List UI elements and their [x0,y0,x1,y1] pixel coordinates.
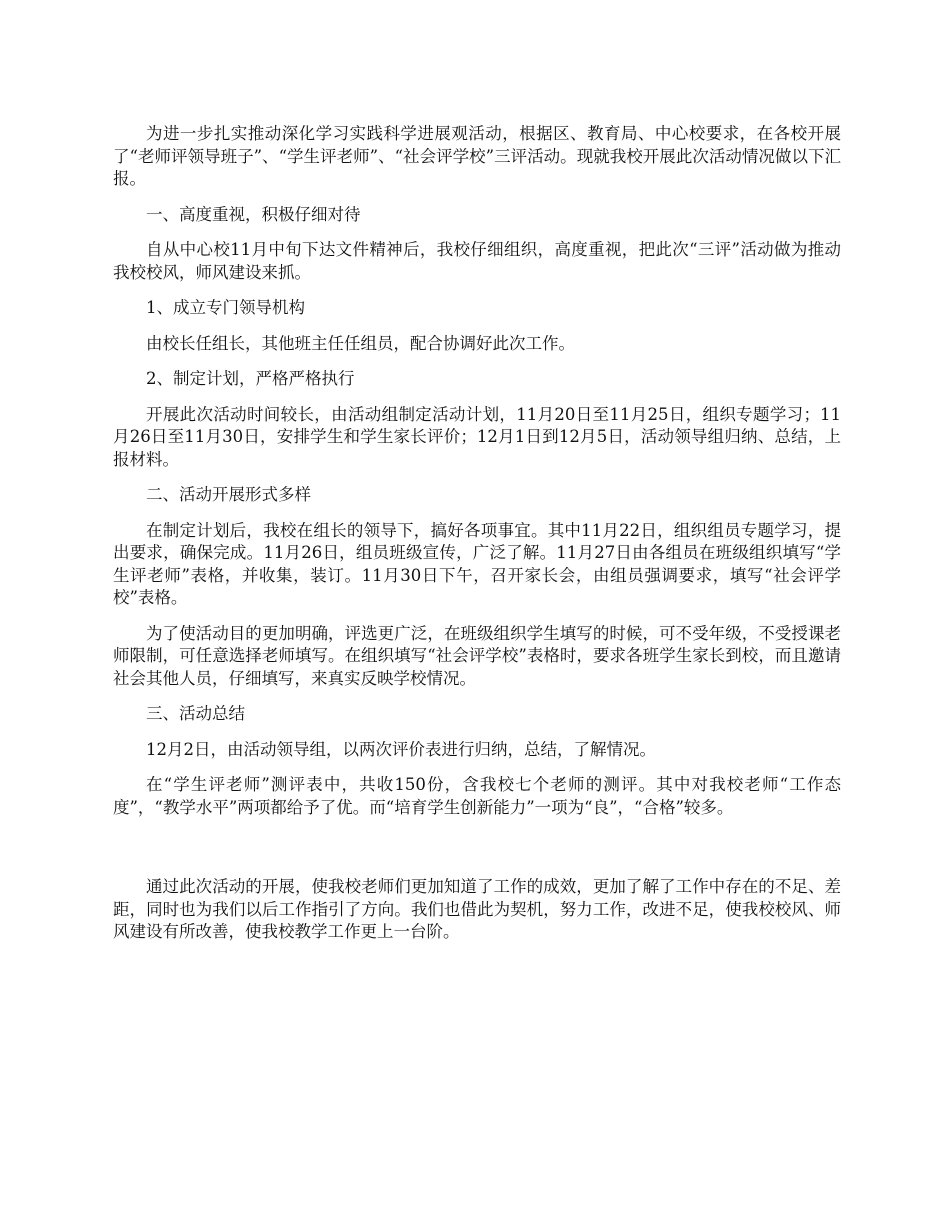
subsection2-heading: 2、制定计划，严格严格执行 [146,369,355,388]
section3-heading: 三、活动总结 [146,704,245,723]
document-body [113,123,841,957]
section1-paragraph: 自从中心校11月中旬下达文件精神后，我校仔细组织，高度重视，把此次“三评”活动做为推动我校校风，师风建设来抓。 [113,240,841,282]
section2-heading: 二、活动开展形式多样 [146,485,311,504]
section1-heading: 一、高度重视，积极仔细对待 [146,204,361,224]
blank-spacer [113,832,841,876]
section3-paragraph-1: 12月2日，由活动领导组，以两次评价表进行归纳，总结，了解情况。 [146,739,656,759]
subsection1-heading: 1、成立专门领导机构 [146,298,305,317]
section2-paragraph-2: 为了使活动目的更加明确，评选更广泛，在班级组织学生填写的时候，可不受年级，不受授课老师限制，可任意选择老师填写。在组织填写“社会评学校”表格时，要求各班学生家长到校，而且邀请社会其他人员，仔细填写，来真实反映学校情况。 [113,623,841,688]
subsection1-paragraph: 由校长任组长，其他班主任任组员，配合协调好此次工作。 [146,333,575,353]
section2-paragraph-1: 在制定计划后，我校在组长的领导下，搞好各项事宜。其中11月22日，组织组员专题学习，提出要求，确保完成。11月26日，组员班级宣传，广泛了解。11月27日由各组员在班级组织填写“学生评老师”表格，并收集，装订。11月30日下午，召开家长会，由组员强调要求，填写“社会评学校”表格。 [113,520,841,607]
section3-paragraph-2: 在“学生评老师”测评表中，共收150份，含我校七个老师的测评。其中对我校老师“工作态度”，“教学水平”两项都给予了优。而“培育学生创新能力”一项为“良”，“合格”较多。 [113,775,841,817]
subsection2-paragraph: 开展此次活动时间较长，由活动组制定活动计划，11月20日至11月25日，组织专题学习；11月26日至11月30日，安排学生和学生家长评价；12月1日到12月5日，活动领导组归纳、总结，上报材料。 [113,404,841,469]
closing-paragraph: 通过此次活动的开展，使我校老师们更加知道了工作的成效，更加了解了工作中存在的不足、差距，同时也为我们以后工作指引了方向。我们也借此为契机，努力工作，改进不足，使我校校风、师风建设有所改善，使我校教学工作更上一台阶。 [113,877,841,941]
intro-paragraph: 为进一步扎实推动深化学习实践科学进展观活动，根据区、教育局、中心校要求，在各校开展了“老师评领导班子”、“学生评老师”、“社会评学校”三评活动。现就我校开展此次活动情况做以下汇报。 [113,124,841,188]
